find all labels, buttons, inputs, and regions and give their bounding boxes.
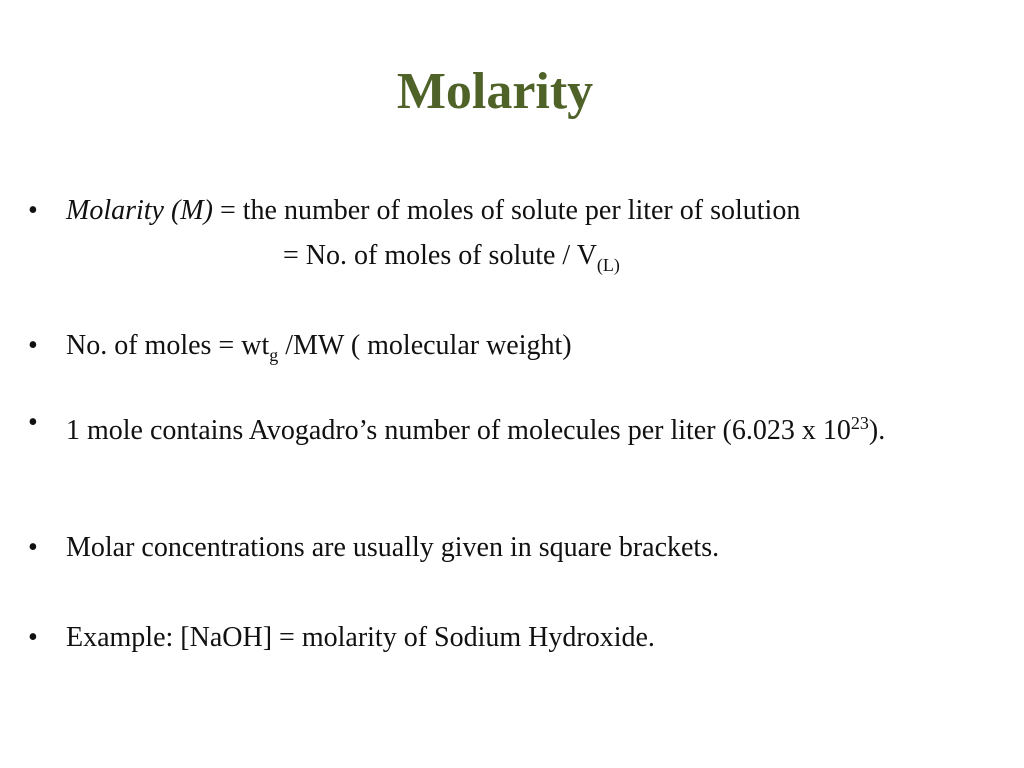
bullet-square-brackets [28,530,988,566]
bullet-text [66,403,988,451]
bullet-text [66,193,988,229]
bullet-dot: • [28,330,38,361]
bullet-dot: • [28,622,38,653]
avogadro-part1: 1 mole contains Avogadro’s number of molecules per liter (6.023 x 10 [66,415,851,446]
bullet-text: Example: [NaOH] = molarity of Sodium Hydroxide. [66,622,655,653]
molarity-definition: = the number of moles of solute per liter of solution [212,195,801,226]
bullet-molarity-definition [28,193,988,229]
bullet-text [66,328,988,373]
slide-title: Molarity [396,63,594,120]
bullet-avogadro [28,403,988,451]
moles-formula-part2: /MW ( molecular weight) [278,330,572,361]
bullet-dot: • [28,195,38,226]
bullet-dot: • [28,407,38,438]
exponent-superscript: 23 [850,413,869,433]
weight-subscript: g [269,345,279,365]
bullet-text: Molar concentrations are usually given in square brackets. [66,532,720,563]
bullet-number-of-moles [28,328,988,373]
avogadro-part2: ). [868,415,886,446]
molarity-formula-line [283,238,620,283]
molarity-formula: = No. of moles of solute / V [283,240,597,271]
bullet-example [28,620,988,656]
bullet-dot: • [28,532,38,563]
volume-subscript: (L) [596,255,620,275]
moles-formula-part1: No. of moles = wt [66,330,270,361]
molarity-term: Molarity (M) [66,195,213,226]
